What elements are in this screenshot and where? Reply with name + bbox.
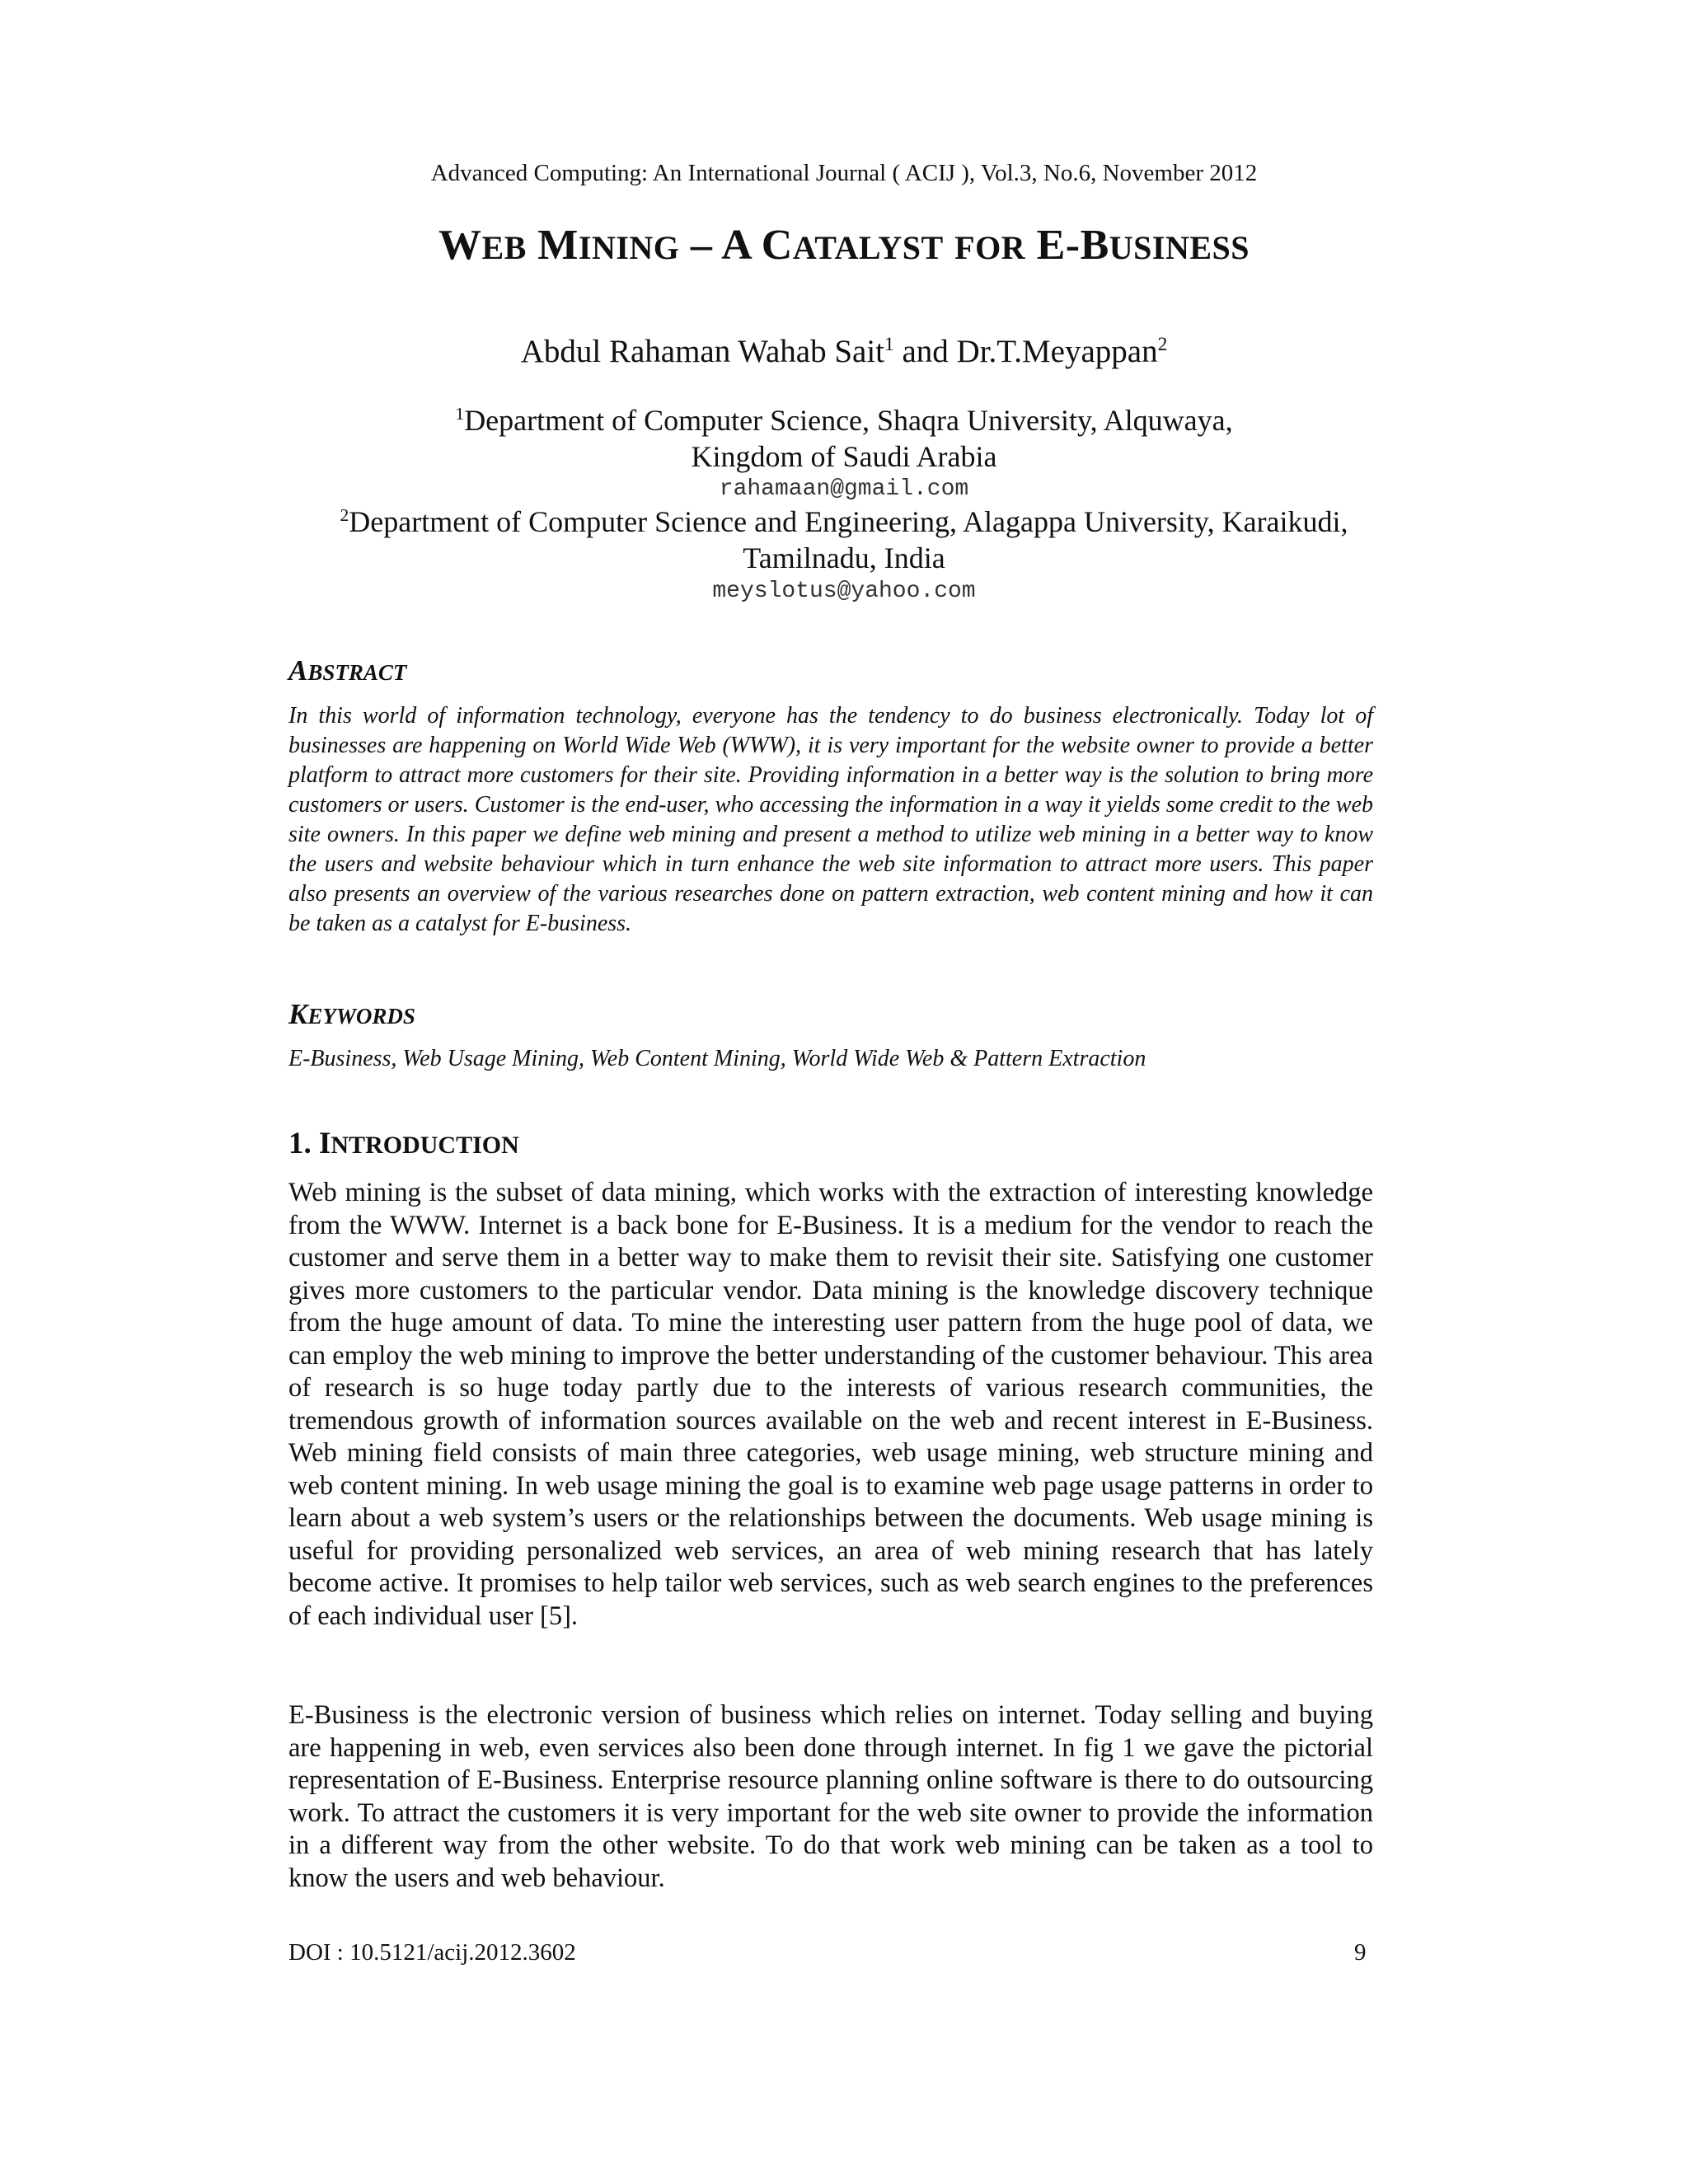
affiliation-text: Department of Computer Science, Shaqra University, Alquwaya,	[464, 404, 1233, 437]
author-email: meyslotus@yahoo.com	[712, 579, 976, 604]
journal-header: Advanced Computing: An International Journal ( ACIJ ), Vol.3, No.6, November 2012	[430, 160, 1258, 186]
affiliation-line	[0, 504, 1688, 540]
heading-part: I	[319, 1127, 331, 1160]
body-paragraph: Web mining is the subset of data mining, which works with the extraction of interesting knowledge from the WWW. Internet is a back bone for E-Business. It is a medium for the vendor to reach the customer and serve them in a better way to make them to revisit their site. Satisfying one customer gives more customers to the particular vendor. Data mining is the knowledge discovery technique from the huge amount of data. To mine the interesting user pattern from the huge pool of data, we can employ the web mining to improve the better understanding of the customer behaviour. This area of research is so huge today partly due to the interests of various research communities, the tremendous growth of information sources available on the web and recent interest in E-Business. Web mining field consists of main three categories, web usage mining, web structure mining and web content mining. In web usage mining the goal is to examine web page usage patterns in order to learn about a web system’s users or the relationships between the documents. Web usage mining is useful for providing personalized web services, an area of web mining research that has lately become active. It promises to help tailor web services, such as web search engines to the preferences of each individual user [5].	[288, 1178, 1373, 1631]
affiliation-text: Department of Computer Science and Engineering, Alagappa University, Karaikudi,	[349, 505, 1348, 538]
author-joiner: and	[902, 334, 949, 369]
title-part: –	[690, 222, 713, 269]
title-part: INING	[578, 229, 680, 266]
abstract-text: In this world of information technology, everyone has the tendency to do business electronically. Today lot of businesses are happening on World Wide Web (WWW), it is very important for the website owner to provide a better platform to attract more customers for their site. Providing information in a better way is the solution to bring more customers or users. Customer is the end-user, who accessing the information in a way it yields some credit to the web site owners. In this paper we define web mining and present a method to utilize web mining in a better way to know the users and website behaviour which in turn enhance the web site information to attract more users. This paper also presents an overview of the various researches done on pattern extraction, web content mining and how it can be taken as a catalyst for E-business.	[288, 703, 1373, 936]
heading-part: EYWORDS	[307, 1004, 415, 1029]
affiliation-line: Kingdom of Saudi Arabia	[691, 440, 997, 473]
heading-part: A	[288, 654, 308, 687]
doi-footer: DOI : 10.5121/acij.2012.3602	[288, 1939, 576, 1966]
title-part: USINESS	[1109, 229, 1250, 266]
affiliation-line: Tamilnadu, India	[743, 541, 945, 574]
title-part: W	[438, 222, 482, 269]
introduction-heading	[288, 1126, 519, 1161]
author-line	[0, 333, 1688, 370]
paper-title	[0, 221, 1688, 269]
affiliation-mark: 2	[1157, 334, 1168, 355]
affiliation-line	[0, 402, 1688, 438]
keywords-text: E-Business, Web Usage Mining, Web Content Mining, World Wide Web & Pattern Extraction	[288, 1046, 1146, 1071]
body-paragraph: E-Business is the electronic version of business which relies on internet. Today selling and buying are happening in web, even services also been done through internet. In fig 1 we gave the pictorial representation of E-Business. Enterprise resource planning online software is there to do outsourcing work. To attract the customers it is very important for the web site owner to provide the information in a different way from the other website. To do that work web mining can be taken as a tool to know the users and web behaviour.	[288, 1700, 1373, 1893]
heading-part: BSTRACT	[307, 660, 407, 685]
heading-part: NTRODUCTION	[331, 1132, 519, 1159]
author-name: Abdul Rahaman Wahab Sait	[520, 334, 885, 369]
abstract-heading	[288, 654, 406, 687]
affiliation-mark: 1	[884, 334, 894, 355]
title-part: EB	[481, 229, 527, 266]
heading-part: K	[288, 998, 308, 1030]
author-name: Dr.T.Meyappan	[956, 334, 1158, 369]
affiliation-mark: 2	[340, 505, 349, 525]
title-part: ATALYST	[792, 229, 944, 266]
keywords-heading	[288, 998, 415, 1031]
affiliation-mark: 1	[455, 404, 465, 424]
title-part: A	[721, 222, 751, 269]
title-part: E-B	[1036, 222, 1109, 269]
title-part: C	[761, 222, 793, 269]
page-number: 9	[1354, 1939, 1367, 1966]
title-part: M	[537, 222, 579, 269]
author-email: rahamaan@gmail.com	[719, 476, 969, 502]
title-part: FOR	[954, 229, 1026, 266]
heading-part: 1.	[288, 1127, 312, 1160]
